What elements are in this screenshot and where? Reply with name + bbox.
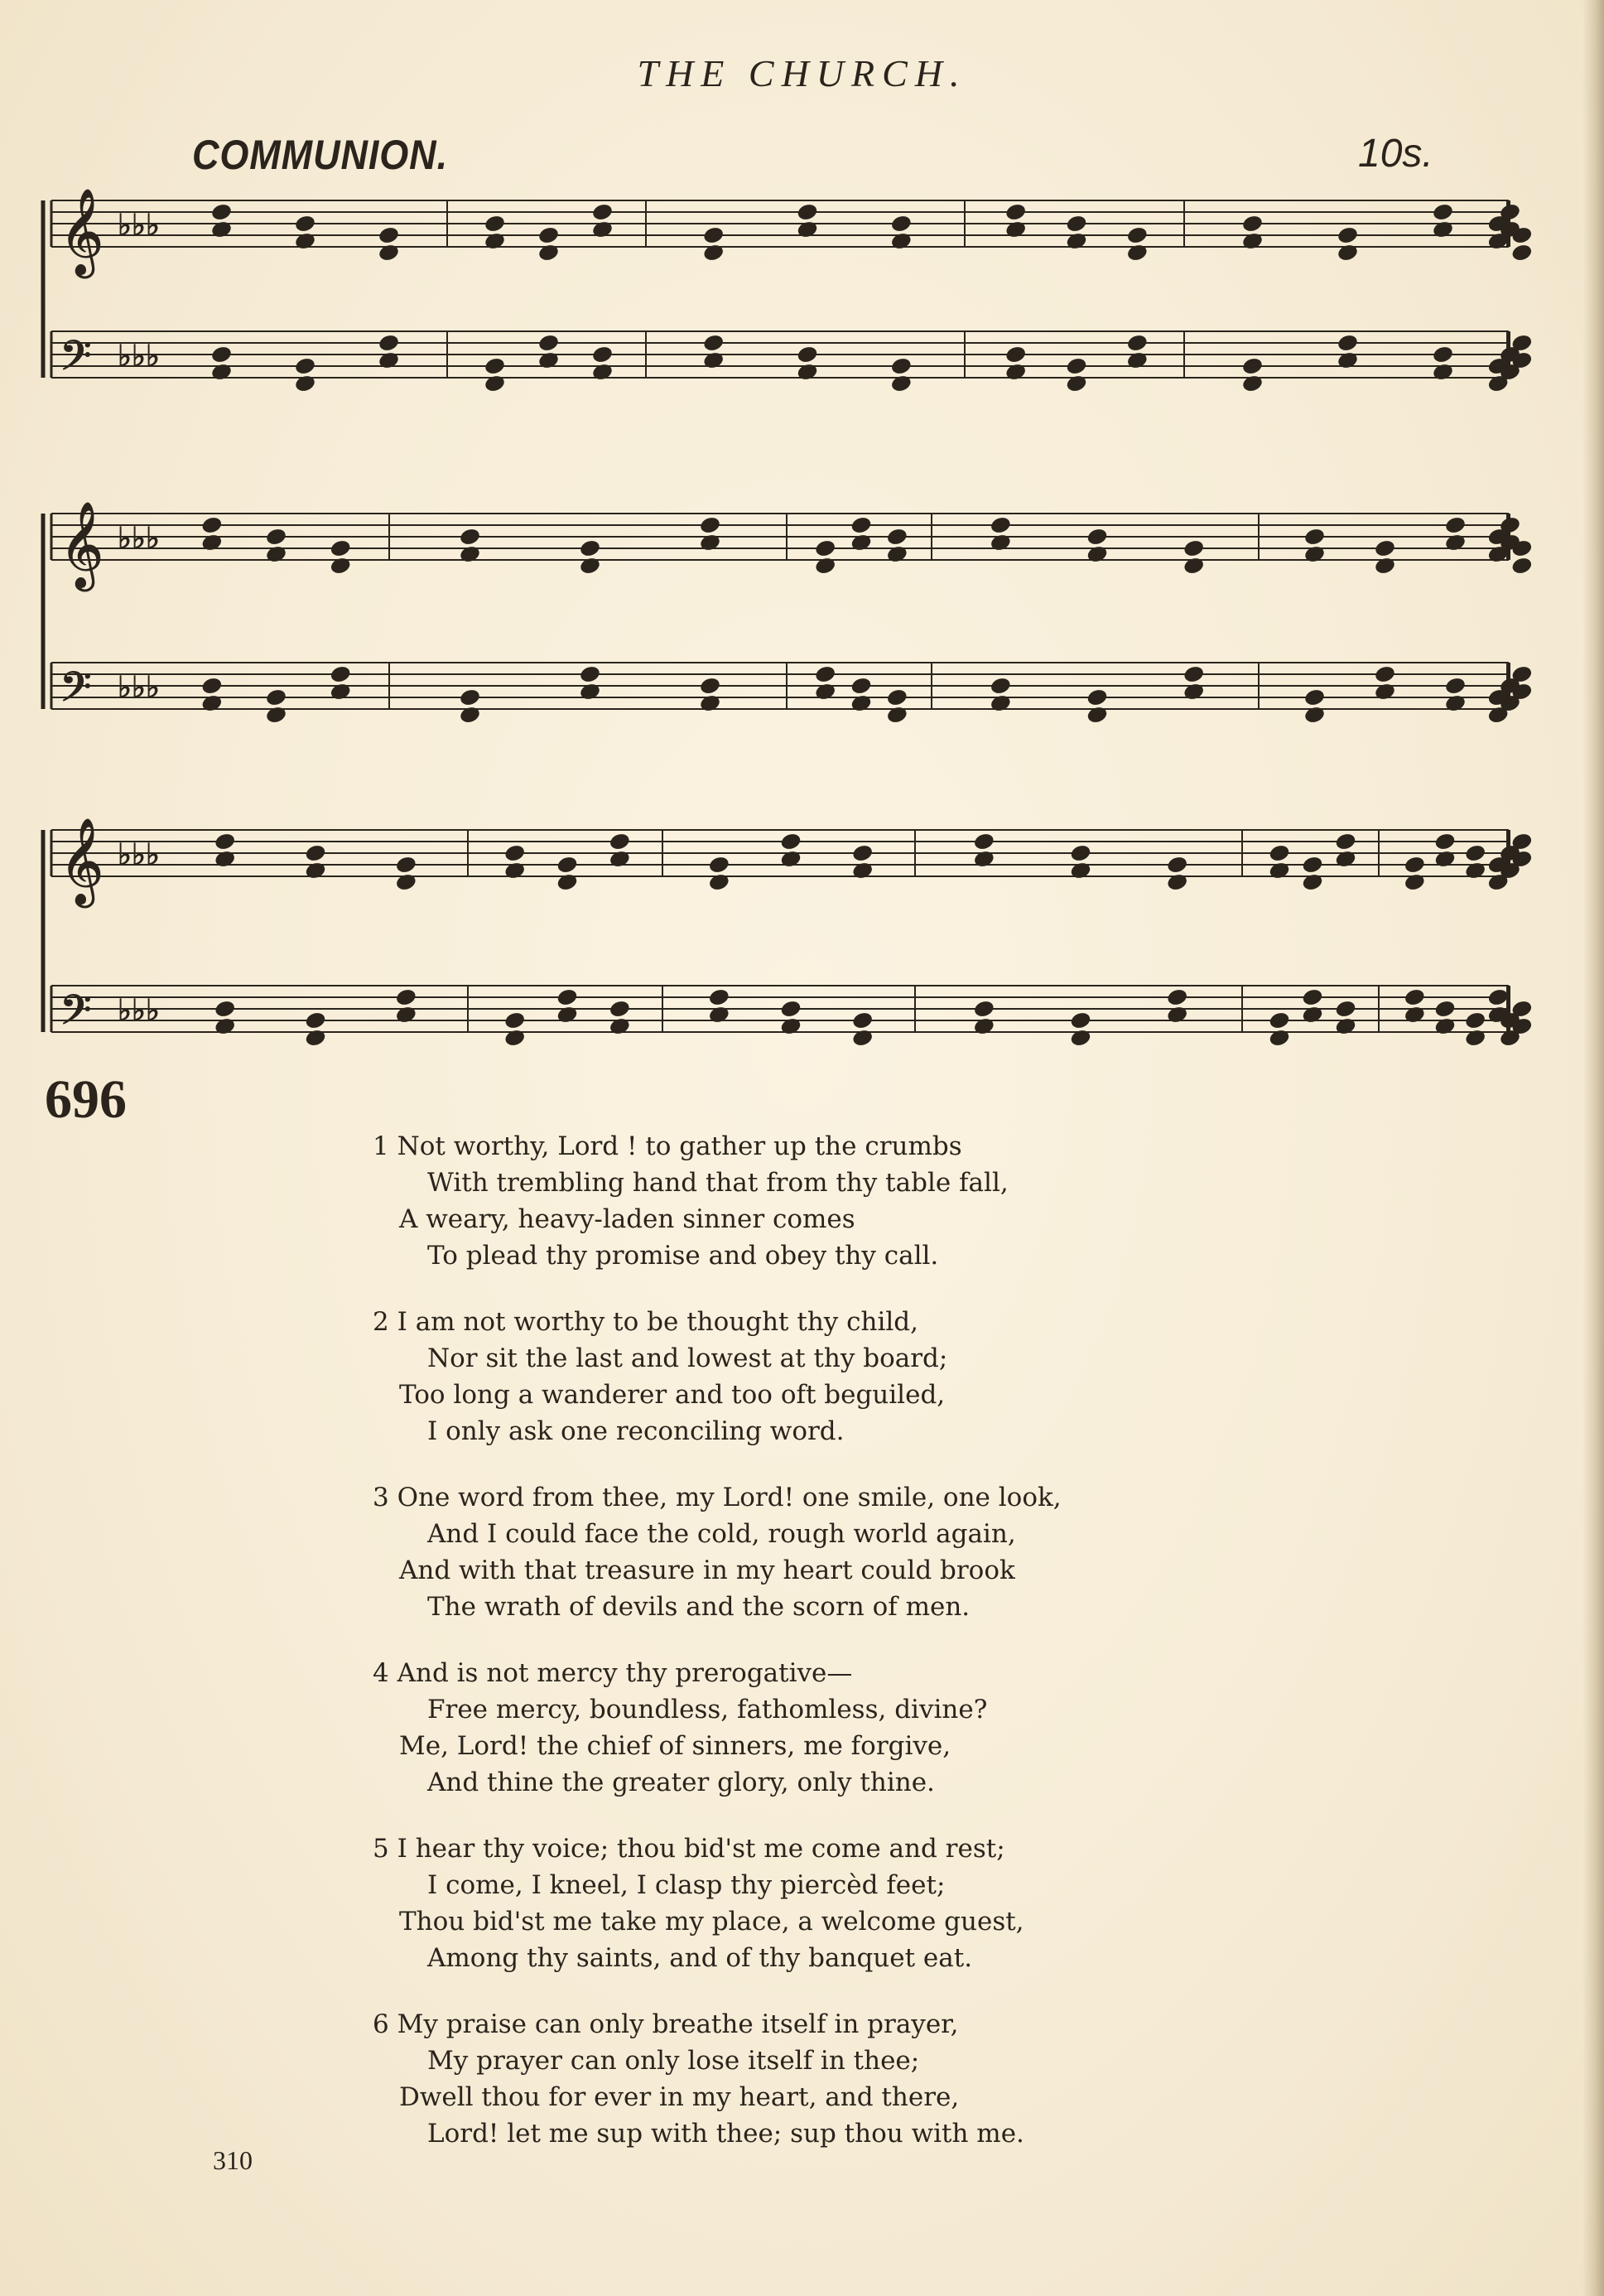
note-head [609,832,630,851]
note-head [214,832,236,851]
note-head [1167,856,1188,875]
tune-meter: 10s. [1358,132,1433,176]
stanza-line-text: With trembling hand that from thy table fall, [427,1168,1009,1198]
stanza-line-text: One word from thee, my Lord! one smile, one look, [397,1483,1062,1512]
note-head [537,334,559,353]
tune-name: COMMUNION. [192,132,448,178]
note-head [1444,516,1466,535]
note-head [1303,528,1325,547]
key-signature-icon: ♭♭♭ [118,340,160,374]
note-head [378,226,399,245]
running-head: THE CHURCH. [637,52,967,94]
note-head [1241,215,1263,234]
note-head [1487,988,1509,1007]
stanza-line [373,1516,1062,1552]
note-head [708,856,730,875]
note-head [780,832,802,851]
note-head [579,665,600,684]
note-head [591,345,613,364]
stanza-line [373,1128,1009,1165]
stanza-line [373,1940,1024,1976]
stanza-line-text: Me, Lord! the chief of sinners, me forgive, [399,1731,951,1761]
note-head [1005,345,1027,364]
stanza-line-text: A weary, heavy-laden sinner comes [399,1204,855,1234]
key-signature-icon: ♭♭♭ [118,671,160,705]
stanza-line-text: Thou bid'st me take my place, a welcome guest, [399,1907,1024,1937]
stanza [373,1304,947,1449]
stanza-line [373,1201,1009,1237]
stanza-line-text: Free mercy, boundless, fathomless, divine? [427,1695,988,1724]
stanza-line [373,1589,1062,1625]
note-head [294,357,316,376]
note-head [459,688,480,707]
stanza-line-text: My praise can only breathe itself in prayer, [397,2009,959,2039]
key-signature-icon: ♭♭♭ [118,994,160,1028]
stanza-line [373,1691,987,1728]
note-head [556,988,578,1007]
stanza-line-text: I only ask one reconciling word. [427,1416,845,1446]
note-head [708,988,730,1007]
note-head [1066,215,1087,234]
note-head [1434,1000,1456,1019]
note-head [703,334,725,353]
stanza-line [373,1340,947,1377]
note-head [1070,844,1091,863]
note-head [699,677,720,696]
note-head [1086,688,1108,707]
note-head [330,539,351,558]
stanza-line [373,1867,1024,1903]
note-head [1404,988,1425,1007]
note-head [703,226,725,245]
stanza-number: 6 [373,2009,389,2039]
note-head [537,226,559,245]
note-head [265,688,287,707]
note-head [210,345,232,364]
note-head [265,528,287,547]
stanza-line [373,1764,987,1801]
stanza-line-text: To plead thy promise and obey thy call. [427,1241,939,1271]
note-head [330,665,351,684]
note-head [815,665,836,684]
stanza [373,1479,1062,1625]
stanza-line [373,2006,1024,2043]
note-head [201,677,223,696]
note-head [1302,856,1323,875]
note-head [305,1011,326,1030]
stanza-line [373,1237,1009,1274]
stanza-line-text: Too long a wanderer and too oft beguiled, [399,1380,946,1410]
note-head [890,357,912,376]
note-head [609,1000,630,1019]
note-head [1335,1000,1356,1019]
note-head [1465,844,1486,863]
note-head [797,203,818,222]
stanza-number: 3 [373,1483,389,1512]
stanza-line [373,2043,1024,2079]
stanza-line-text: Among thy saints, and of thy banquet eat. [427,1943,973,1973]
note-head [1269,1011,1290,1030]
note-head [1444,677,1466,696]
stanza-number: 1 [373,1131,389,1161]
note-head [591,203,613,222]
note-head [850,516,872,535]
note-head [1432,345,1453,364]
note-head [484,357,505,376]
stanza-line [373,2115,1024,2152]
note-head [1511,557,1533,576]
key-signature-icon: ♭♭♭ [118,522,160,556]
stanza-line [373,1413,947,1449]
note-head [1241,357,1263,376]
hymn-number: 696 [45,1069,127,1130]
note-head [484,215,505,234]
note-head [1126,334,1148,353]
note-head [1374,539,1395,558]
note-head [1183,665,1205,684]
note-head [1404,856,1425,875]
key-signature-icon: ♭♭♭ [118,838,160,872]
note-head [1126,226,1148,245]
treble-clef-icon: 𝄞 [60,188,104,275]
note-head [699,516,720,535]
note-head [990,516,1011,535]
stanza-number: 5 [373,1834,389,1864]
note-head [1432,203,1453,222]
stanza-line [373,1304,947,1340]
stanza-line-text: I am not worthy to be thought thy child, [397,1307,919,1337]
stanza-line [373,1377,947,1413]
stanza-line [373,1165,1009,1201]
note-head [973,832,995,851]
page-number: 310 [213,2145,253,2175]
note-head [852,1011,874,1030]
note-head [886,688,908,707]
note-head [1465,1011,1486,1030]
music-score [0,0,1604,1110]
stanza-line-text: And with that treasure in my heart could brook [399,1556,1015,1585]
stanza-line-text: And I could face the cold, rough world again, [427,1519,1016,1549]
stanza-line-text: The wrath of devils and the scorn of men. [427,1592,971,1622]
stanza-line-text: Dwell thou for ever in my heart, and there, [399,2082,960,2112]
stanza-line [373,1552,1062,1589]
bass-clef-icon: 𝄢 [60,663,92,721]
note-head [210,203,232,222]
note-head [1374,665,1395,684]
note-head [214,1000,236,1019]
stanza-line-text: I come, I kneel, I clasp thy piercèd feet; [427,1870,946,1900]
stanza-line-text: I hear thy voice; thou bid'st me come and rest; [397,1834,1005,1864]
stanza-number: 2 [373,1307,389,1337]
stanza-line [373,1903,1024,1940]
note-head [1337,226,1358,245]
note-head [852,844,874,863]
stanza-line [373,1655,987,1691]
note-head [459,528,480,547]
note-head [201,516,223,535]
note-head [395,988,417,1007]
note-head [1183,539,1205,558]
note-head [850,677,872,696]
bass-clef-icon: 𝄢 [60,332,92,390]
note-head [890,215,912,234]
note-head [579,539,600,558]
note-head [378,334,399,353]
treble-clef-icon: 𝄞 [60,818,104,904]
note-head [1086,528,1108,547]
note-head [780,1000,802,1019]
note-head [990,677,1011,696]
key-signature-icon: ♭♭♭ [118,209,160,243]
stanza [373,1655,987,1801]
stanza [373,1831,1024,1976]
note-head [1070,1011,1091,1030]
note-head [1511,244,1533,263]
note-head [1269,844,1290,863]
stanza-line [373,1479,1062,1516]
note-head [504,844,526,863]
note-head [1005,203,1027,222]
stanza-line [373,1728,987,1764]
note-head [305,844,326,863]
note-head [1167,988,1188,1007]
note-head [1335,832,1356,851]
note-head [504,1011,526,1030]
stanza-line [373,2079,1024,2115]
stanza-line-text: Not worthy, Lord ! to gather up the crumbs [397,1131,962,1161]
note-head [556,856,578,875]
note-head [1434,832,1456,851]
treble-clef-icon: 𝄞 [60,501,104,588]
note-head [395,856,417,875]
note-head [797,345,818,364]
stanza-line [373,1831,1024,1867]
stanza-line-text: And is not mercy thy prerogative— [397,1658,853,1688]
note-head [294,215,316,234]
note-head [1066,357,1087,376]
note-head [1303,688,1325,707]
note-head [815,539,836,558]
stanza-line-text: Nor sit the last and lowest at thy board; [427,1343,948,1373]
stanza-line-text: My prayer can only lose itself in thee; [427,2046,920,2076]
bass-clef-icon: 𝄢 [60,986,92,1044]
note-head [1337,334,1358,353]
stanza-line-text: And thine the greater glory, only thine. [427,1768,935,1797]
stanza [373,2006,1024,2152]
stanza-line-text: Lord! let me sup with thee; sup thou with me. [427,2119,1024,2149]
note-head [973,1000,995,1019]
stanza-number: 4 [373,1658,389,1688]
stanza [373,1128,1009,1274]
note-head [886,528,908,547]
note-head [1302,988,1323,1007]
